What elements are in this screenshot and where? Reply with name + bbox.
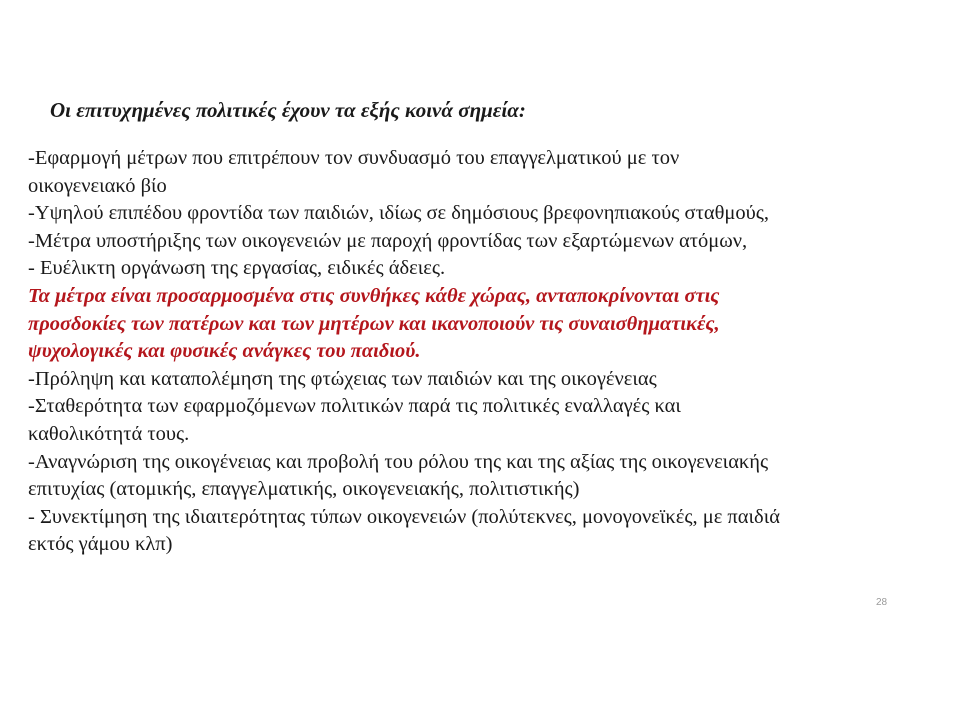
body-line: καθολικότητά τους.: [28, 422, 190, 445]
highlighted-line: ψυχολογικές και φυσικές ανάγκες του παιδιού.: [28, 340, 421, 363]
body-line: επιτυχίας (ατομικής, επαγγελματικής, οικογενειακής, πολιτιστικής): [28, 478, 580, 501]
body-line: οικογενειακό βίο: [28, 174, 167, 197]
page-number: 28: [876, 597, 888, 608]
body-line: -Αναγνώριση της οικογένειας και προβολή του ρόλου της και της αξίας της οικογενειακής: [28, 450, 769, 473]
body-line: -Σταθερότητα των εφαρμοζόμενων πολιτικών παρά τις πολιτικές εναλλαγές και: [28, 395, 681, 418]
body-line: - Ευέλικτη οργάνωση της εργασίας, ειδικές άδειες.: [28, 257, 446, 280]
slide-body: [28, 145, 928, 559]
highlighted-line: προσδοκίες των πατέρων και των μητέρων και ικανοποιούν τις συναισθηματικές,: [28, 312, 720, 335]
body-line: -Μέτρα υποστήριξης των οικογενειών με παροχή φροντίδας των εξαρτώμενων ατόμων,: [28, 229, 748, 252]
body-line: εκτός γάμου κλπ): [28, 533, 173, 556]
highlighted-line: Τα μέτρα είναι προσαρμοσμένα στις συνθήκες κάθε χώρας, ανταποκρίνονται στις: [28, 284, 720, 307]
body-line: -Υψηλού επιπέδου φροντίδα των παιδιών, ιδίως σε δημόσιους βρεφονηπιακούς σταθμούς,: [28, 202, 770, 225]
body-line: - Συνεκτίμηση της ιδιαιτερότητας τύπων οικογενειών (πολύτεκνες, μονογονεϊκές, με παιδιά: [28, 505, 780, 528]
body-line: -Πρόληψη και καταπολέμηση της φτώχειας των παιδιών και της οικογένειας: [28, 367, 657, 390]
body-line: -Εφαρμογή μέτρων που επιτρέπουν τον συνδυασμό του επαγγελματικού με τον: [28, 147, 680, 169]
slide-heading: Οι επιτυχημένες πολιτικές έχουν τα εξής κοινά σημεία:: [50, 98, 526, 122]
